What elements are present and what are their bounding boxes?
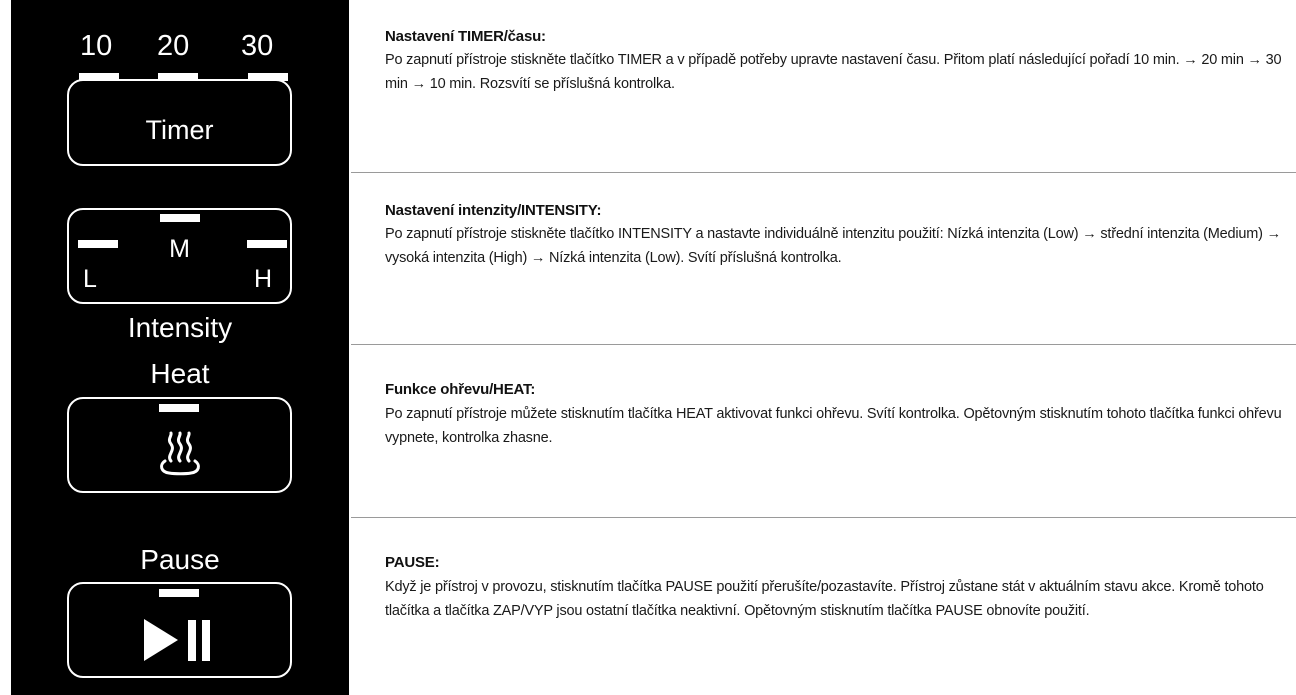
timer-level-20: 20 — [157, 30, 190, 62]
intensity-level-h: H — [254, 265, 273, 293]
timer-button-label: Timer — [145, 115, 214, 145]
heat-label: Heat — [150, 358, 210, 389]
intensity-level-m: M — [169, 235, 190, 263]
timer-level-10: 10 — [80, 30, 113, 62]
play-pause-icon — [144, 619, 216, 663]
control-panel — [11, 0, 349, 695]
section-title: Funkce ohřevu/HEAT: — [385, 381, 536, 398]
section-title: Nastavení intenzity/INTENSITY: — [385, 202, 602, 219]
section-body: Po zapnutí přístroje stiskněte tlačítko INTENSITY a nastavte individuálně intenzitu použití: Nízká intenzita (Low) → střední intenzita (Medium) → vysoká intenzita (High) → Nízká intenzita (Low). Svítí příslušná kontrolka. — [385, 226, 1281, 266]
intensity-label: Intensity — [127, 312, 233, 343]
section-body: Po zapnutí přístroje stiskněte tlačítko TIMER a v případě potřeby upravte nastavení času. Přitom platí následující pořadí 10 min. → 20 min → 30 min → 10 min. Rozsvítí se příslušná kontrolka. — [385, 52, 1282, 92]
instructions-table — [351, 0, 1296, 695]
section-intensity — [351, 173, 1296, 345]
pause-label: Pause — [140, 544, 220, 575]
heat-waves-icon — [159, 431, 201, 481]
intensity-button[interactable] — [67, 208, 292, 304]
intensity-level-l: L — [83, 265, 97, 293]
section-body: Po zapnutí přístroje můžete stisknutím tlačítka HEAT aktivovat funkci ohřevu. Svítí kontrolka. Opětovným stisknutím tohoto tlačítka funkci ohřevu vypnete, kontrolka zhasne. — [385, 406, 1282, 446]
section-title: Nastavení TIMER/času: — [385, 28, 546, 45]
section-heat — [351, 345, 1296, 518]
timer-button[interactable] — [67, 79, 292, 166]
timer-level-30: 30 — [241, 30, 274, 62]
section-pause — [351, 518, 1296, 695]
section-timer — [351, 0, 1296, 173]
section-title: PAUSE: — [385, 554, 440, 571]
heat-button[interactable] — [67, 397, 292, 493]
section-body: Když je přístroj v provozu, stisknutím tlačítka PAUSE použití přerušíte/pozastavíte. Přístroj zůstane stát v aktuálním stavu akce. Kromě tohoto tlačítka a tlačítka ZAP/VYP jsou ostatní tlačítka neaktivní. Opětovným stisknutím tlačítka PAUSE obnovíte použití. — [385, 579, 1264, 619]
pause-button[interactable] — [67, 582, 292, 678]
